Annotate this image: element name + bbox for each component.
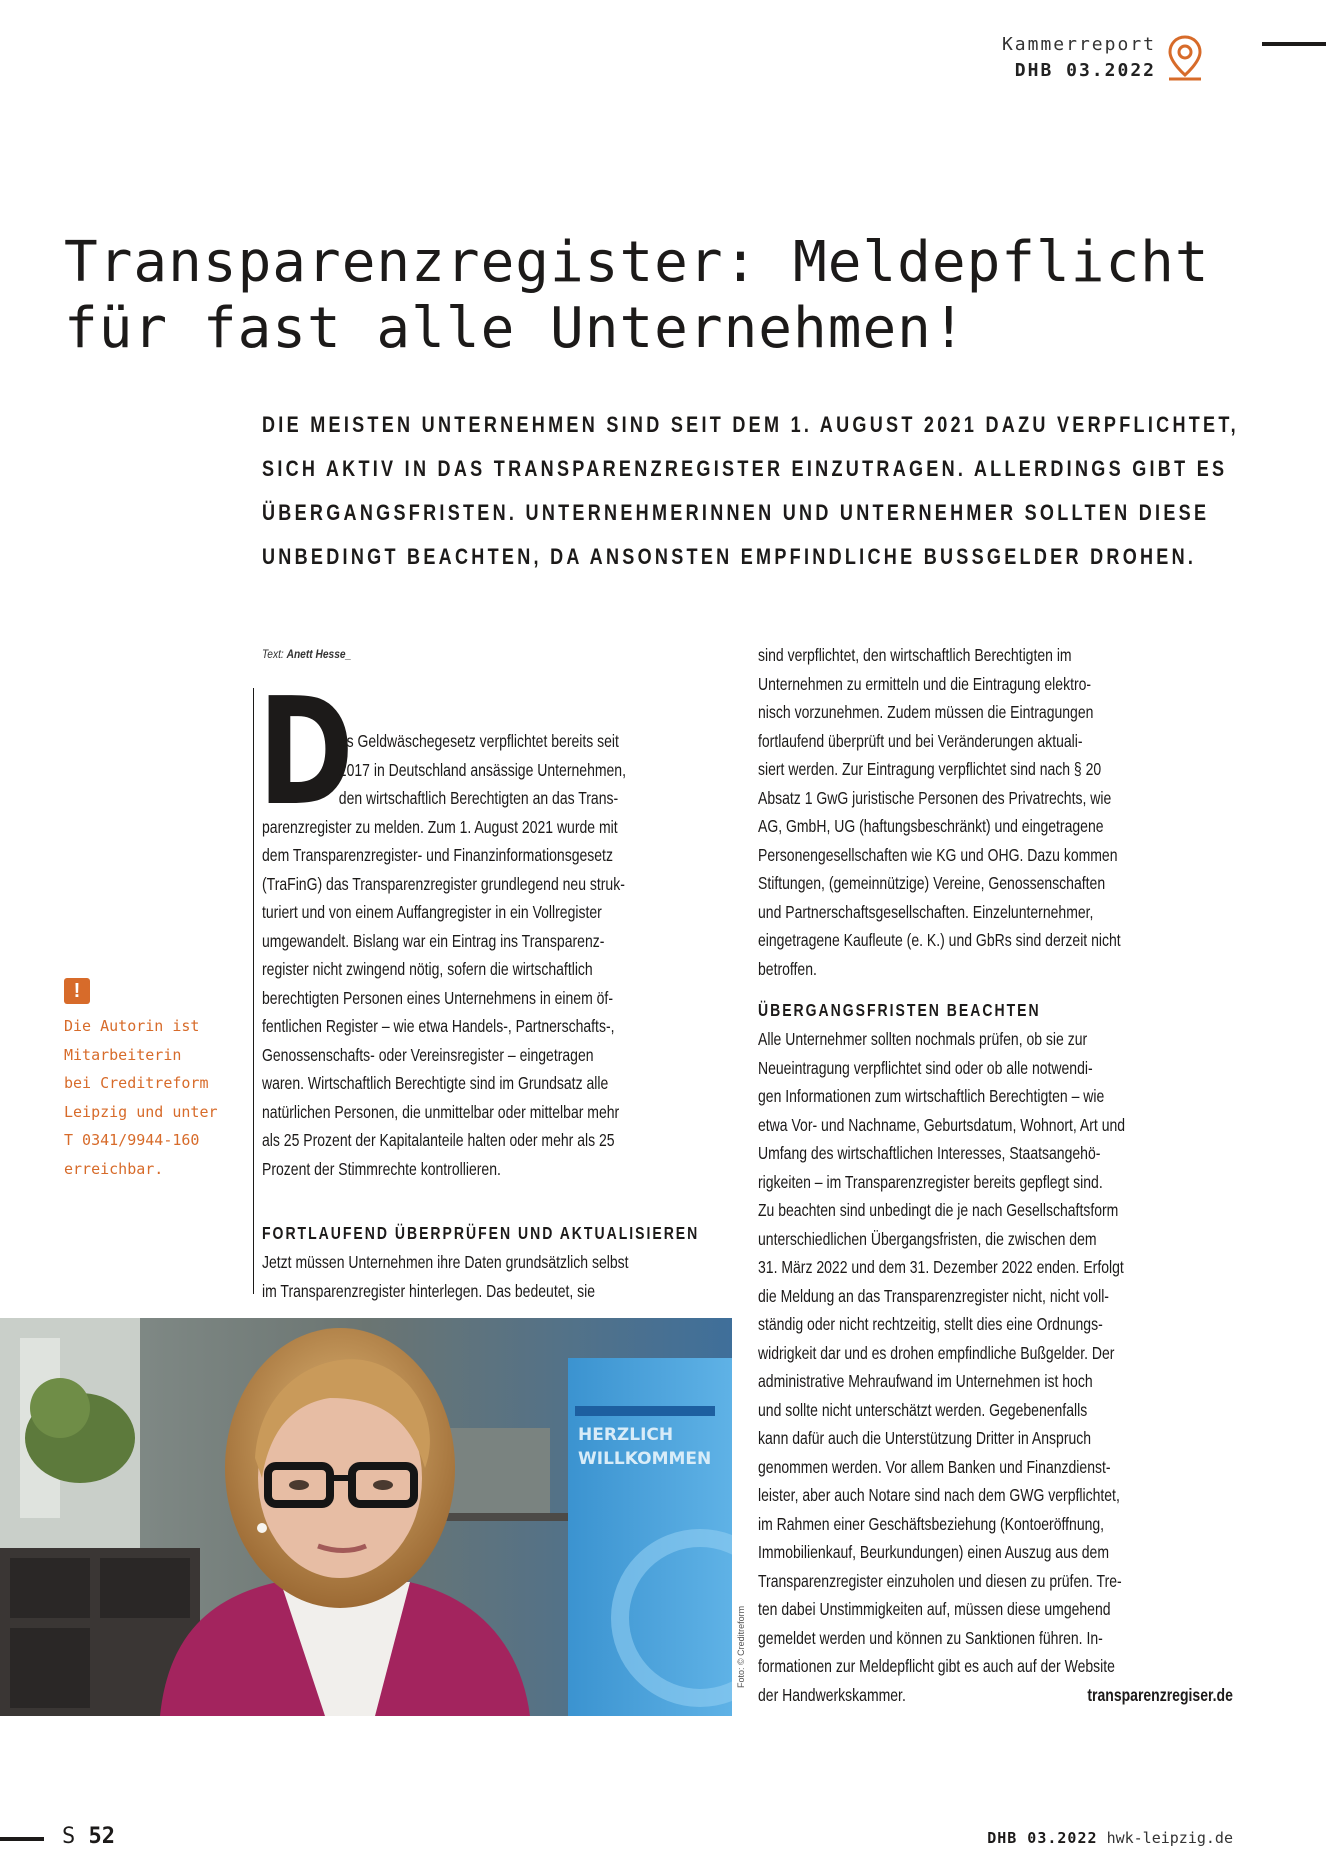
- header-rule: [1262, 42, 1326, 46]
- byline: [262, 647, 351, 661]
- text-line: und sollte nicht unterschätzt werden. Gegebenenfalls: [758, 1399, 1088, 1420]
- text-line: widrigkeit dar und es drohen empfindliche Bußgelder. Der: [758, 1342, 1115, 1363]
- text-line: berechtigten Personen eines Unternehmens in einem öf-: [262, 987, 613, 1008]
- text-line: Alle Unternehmer sollten nochmals prüfen, ob sie zur: [758, 1029, 1088, 1049]
- text-line: Zu beachten sind unbedingt die je nach Gesellschaftsform: [758, 1200, 1119, 1220]
- section-label: Kammerreport: [1001, 34, 1156, 55]
- text-line: register nicht zwingend nötig, sofern die wirtschaftlich: [262, 959, 593, 979]
- text-line: ten dabei Unstimmigkeiten auf, müssen diese umgehend: [758, 1599, 1111, 1619]
- text-line: Immobilienkauf, Beurkundungen) einen Auszug aus dem: [758, 1542, 1109, 1562]
- text-line: Umfang des wirtschaftlichen Interesses, Staatsangehö-: [758, 1143, 1101, 1163]
- body-column-1: [262, 727, 737, 1183]
- note-line: Mitarbeiterin: [64, 1045, 182, 1064]
- text-line: ständig oder nicht rechtzeitig, stellt dies eine Ordnungs-: [758, 1314, 1103, 1334]
- drop-cap: D: [258, 666, 354, 838]
- section-heading: ÜBERGANGSFRISTEN BEACHTEN: [758, 1000, 1041, 1020]
- note-line: Die Autorin ist: [64, 1017, 200, 1035]
- text-line: administrative Mehraufwand im Unternehmen ist hoch: [758, 1371, 1093, 1391]
- text-line: turiert und von einem Auffangregister in ein Vollregister: [262, 902, 602, 922]
- text-line: etwa Vor- und Nachname, Geburtsdatum, Wohnort, Art und: [758, 1114, 1126, 1135]
- page-prefix: S: [62, 1824, 76, 1849]
- lead-line: SICH AKTIV IN DAS TRANSPARENZREGISTER EINZUTRAGEN. ALLERDINGS GIBT ES: [262, 456, 1228, 481]
- text-line: gemeldet werden und können zu Sanktionen führen. In-: [758, 1627, 1103, 1648]
- text-line-with-link: [758, 1681, 1233, 1710]
- website-link[interactable]: transparenzregiser.de: [1087, 1684, 1233, 1705]
- text-line: genommen werden. Vor allem Banken und Finanzdienst-: [758, 1456, 1111, 1477]
- exclamation-icon: !: [64, 978, 90, 1004]
- note-line: erreichbar.: [64, 1159, 164, 1178]
- banner-text: HERZLICH: [578, 1425, 674, 1445]
- text-line: als 25 Prozent der Kapitalanteile halten oder mehr als 25: [262, 1130, 615, 1150]
- note-line: Leipzig und unter: [64, 1102, 218, 1121]
- byline-author: Anett Hesse_: [286, 647, 352, 661]
- text-line: der Handwerkskammer.: [758, 1684, 906, 1705]
- text-line: waren. Wirtschaftlich Berechtigte sind im Grundsatz alle: [262, 1073, 609, 1093]
- body-column-2: [758, 641, 1233, 1709]
- banner-text: WILLKOMMEN: [578, 1449, 712, 1469]
- section-heading: FORTLAUFEND ÜBERPRÜFEN UND AKTUALISIEREN: [262, 1223, 700, 1243]
- lead-line: DIE MEISTEN UNTERNEHMEN SIND SEIT DEM 1. AUGUST 2021 DAZU VERPFLICHTET,: [262, 412, 1239, 437]
- text-line: as Geldwäschegesetz verpflichtet bereits seit: [338, 731, 619, 751]
- page-number: [62, 1824, 115, 1849]
- text-line: rigkeiten – im Transparenzregister bereits gepflegt sind.: [758, 1171, 1103, 1192]
- text-line: sind verpflichtet, den wirtschaftlich Berechtigten im: [758, 645, 1072, 665]
- footer-rule: [0, 1837, 44, 1841]
- lead-paragraph: [262, 403, 1262, 579]
- text-line: gen Informationen zum wirtschaftlich Berechtigten – wie: [758, 1086, 1105, 1106]
- text-line: Absatz 1 GwG juristische Personen des Privatrechts, wie: [758, 787, 1112, 808]
- issue-label: DHB 03.2022: [1014, 60, 1156, 81]
- text-line: umgewandelt. Bislang war ein Eintrag ins Transparenz-: [262, 930, 605, 951]
- note-line: T 0341/9944-160: [64, 1131, 200, 1149]
- text-line: Jetzt müssen Unternehmen ihre Daten grundsätzlich selbst: [262, 1252, 629, 1272]
- portrait-illustration: [0, 1318, 732, 1716]
- text-line: die Meldung an das Transparenzregister nicht, nicht voll-: [758, 1285, 1109, 1306]
- text-line: Prozent der Stimmrechte kontrollieren.: [262, 1158, 501, 1179]
- text-line: unterschiedlichen Übergangsfristen, die zwischen dem: [758, 1228, 1097, 1249]
- author-note: [64, 1012, 218, 1183]
- text-line: im Transparenzregister hinterlegen. Das bedeutet, sie: [262, 1280, 596, 1301]
- text-line: nisch vorzunehmen. Zudem müssen die Eintragungen: [758, 702, 1094, 722]
- text-line: im Rahmen einer Geschäftsbeziehung (Kontoeröffnung,: [758, 1513, 1105, 1534]
- author-photo: [0, 1318, 732, 1716]
- text-line: kann dafür auch die Unterstützung Dritter in Anspruch: [758, 1428, 1092, 1448]
- text-line: fortlaufend überprüft und bei Veränderungen aktuali-: [758, 730, 1083, 751]
- body-column-1-continued: [262, 1219, 737, 1305]
- text-line: AG, GmbH, UG (haftungsbeschränkt) und eingetragene: [758, 816, 1104, 836]
- text-line: (TraFinG) das Transparenzregister grundlegend neu struk-: [262, 873, 625, 894]
- text-line: Transparenzregister einzuholen und diesen zu prüfen. Tre-: [758, 1570, 1122, 1591]
- text-line: Genossenschafts- oder Vereinsregister – eingetragen: [262, 1044, 594, 1065]
- lead-line: UNBEDINGT BEACHTEN, DA ANSONSTEN EMPFINDLICHE BUSSGELDER DROHEN.: [262, 544, 1197, 569]
- text-line: und Partnerschaftsgesellschaften. Einzelunternehmer,: [758, 901, 1094, 922]
- location-pin-icon: [1165, 34, 1205, 82]
- text-line: formationen zur Meldepflicht gibt es auch auf der Website: [758, 1656, 1115, 1676]
- text-line: fentlichen Register – wie etwa Handels-, Partnerschafts-,: [262, 1016, 615, 1036]
- text-line: natürlichen Personen, die unmittelbar oder mittelbar mehr: [262, 1101, 620, 1122]
- column-rule: [253, 688, 254, 1294]
- text-line: eingetragene Kaufleute (e. K.) und GbRs sind derzeit nicht: [758, 930, 1121, 950]
- text-line: siert werden. Zur Eintragung verpflichtet sind nach § 20: [758, 759, 1102, 779]
- text-line: Stiftungen, (gemeinnützige) Vereine, Genossenschaften: [758, 873, 1106, 893]
- footer-issue: DHB 03.2022: [987, 1829, 1098, 1847]
- text-line: Unternehmen zu ermitteln und die Eintragung elektro-: [758, 673, 1092, 694]
- text-line: betroffen.: [758, 958, 817, 979]
- text-line: leister, aber auch Notare sind nach dem GWG verpflichtet,: [758, 1485, 1120, 1505]
- text-line: parenzregister zu melden. Zum 1. August 2021 wurde mit: [262, 816, 618, 837]
- note-line: bei Creditreform: [64, 1074, 209, 1092]
- text-line: Personengesellschaften wie KG und OHG. Dazu kommen: [758, 844, 1118, 865]
- lead-line: ÜBERGANGSFRISTEN. UNTERNEHMERINNEN UND UNTERNEHMER SOLLTEN DIESE: [262, 500, 1210, 525]
- page-number-value: 52: [88, 1824, 115, 1849]
- footer-site[interactable]: hwk-leipzig.de: [1106, 1829, 1233, 1847]
- text-line: Neueintragung verpflichtet sind oder ob alle notwendi-: [758, 1057, 1093, 1078]
- byline-label: Text:: [262, 647, 284, 661]
- text-line: 31. März 2022 und dem 31. Dezember 2022 enden. Erfolgt: [758, 1257, 1124, 1277]
- photo-credit: Foto: © Creditreform: [736, 1605, 746, 1688]
- article-title: [64, 230, 1264, 362]
- text-line: 2017 in Deutschland ansässige Unternehmen,: [338, 759, 626, 780]
- text-line: dem Transparenzregister- und Finanzinformationsgesetz: [262, 845, 613, 865]
- text-line: den wirtschaftlich Berechtigten an das Trans-: [338, 788, 619, 808]
- footer-info: [987, 1829, 1233, 1847]
- title-line: für fast alle Unternehmen!: [64, 296, 967, 361]
- title-line: Transparenzregister: Meldepflicht: [64, 230, 1210, 295]
